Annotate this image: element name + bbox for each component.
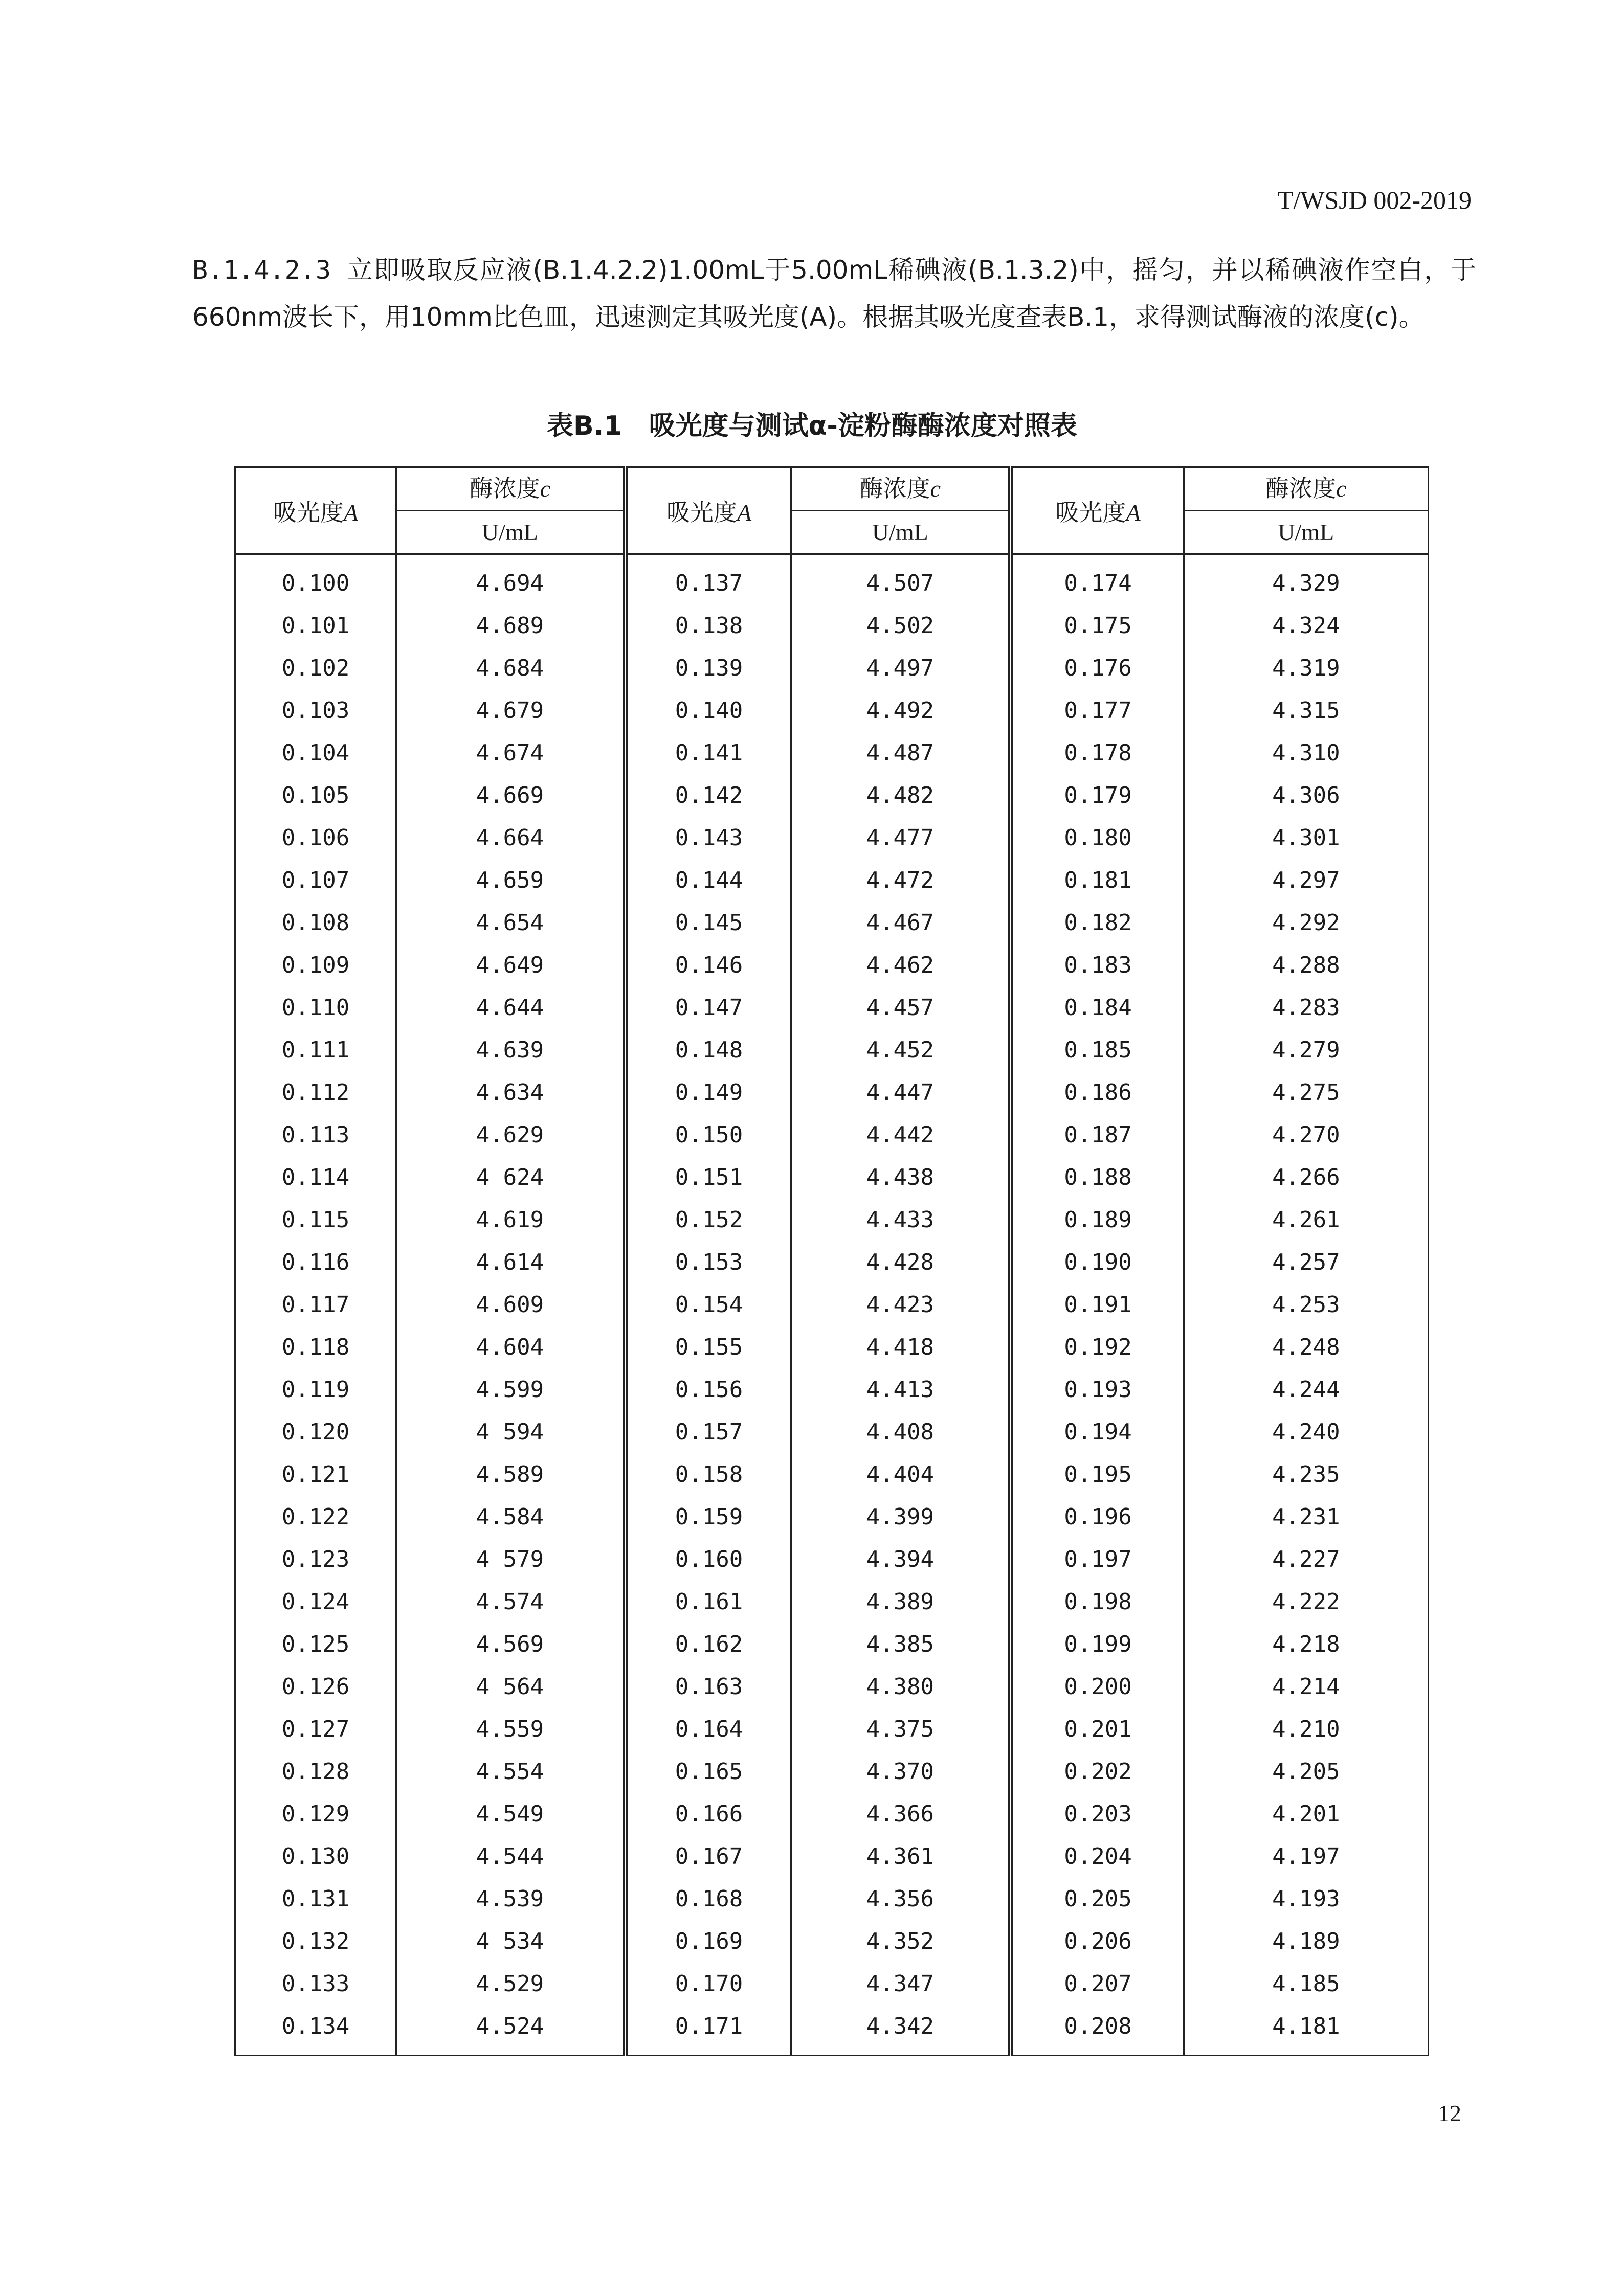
absorbance-cell: 0.101 [235, 604, 396, 647]
concentration-cell: 4.634 [396, 1071, 625, 1114]
absorbance-cell: 0.175 [1011, 604, 1184, 647]
absorbance-cell: 0.166 [625, 1793, 791, 1835]
absorbance-cell: 0.144 [625, 859, 791, 902]
concentration-cell: 4.356 [791, 1878, 1011, 1920]
absorbance-cell: 0.119 [235, 1368, 396, 1411]
concentration-cell: 4.297 [1184, 859, 1428, 902]
concentration-cell: 4.197 [1184, 1835, 1428, 1878]
absorbance-cell: 0.178 [1011, 732, 1184, 774]
absorbance-cell: 0.108 [235, 902, 396, 944]
absorbance-cell: 0.133 [235, 1963, 396, 2005]
concentration-cell: 4.253 [1184, 1284, 1428, 1326]
absorbance-cell: 0.143 [625, 817, 791, 859]
document-id: T/WSJD 002-2019 [1277, 186, 1472, 214]
absorbance-cell: 0.155 [625, 1326, 791, 1368]
table-row [235, 859, 1429, 902]
concentration-cell: 4.529 [396, 1963, 625, 2005]
concentration-cell: 4.664 [396, 817, 625, 859]
absorbance-concentration-table [234, 466, 1429, 2056]
absorbance-cell: 0.109 [235, 944, 396, 986]
concentration-cell: 4 564 [396, 1665, 625, 1708]
concentration-cell: 4 534 [396, 1920, 625, 1963]
concentration-cell: 4 594 [396, 1411, 625, 1453]
table-row [235, 1750, 1429, 1793]
absorbance-cell: 0.171 [625, 2005, 791, 2056]
absorbance-cell: 0.200 [1011, 1665, 1184, 1708]
concentration-cell: 4.394 [791, 1538, 1011, 1581]
absorbance-cell: 0.104 [235, 732, 396, 774]
concentration-cell: 4.306 [1184, 774, 1428, 817]
concentration-cell: 4.574 [396, 1581, 625, 1623]
concentration-cell: 4.684 [396, 647, 625, 689]
concentration-cell: 4.669 [396, 774, 625, 817]
concentration-cell: 4.244 [1184, 1368, 1428, 1411]
concentration-cell: 4.569 [396, 1623, 625, 1665]
absorbance-cell: 0.179 [1011, 774, 1184, 817]
table-row [235, 774, 1429, 817]
concentration-cell: 4.380 [791, 1665, 1011, 1708]
concentration-cell: 4.366 [791, 1793, 1011, 1835]
concentration-cell: 4.292 [1184, 902, 1428, 944]
absorbance-cell: 0.164 [625, 1708, 791, 1750]
concentration-cell: 4.457 [791, 986, 1011, 1029]
absorbance-cell: 0.169 [625, 1920, 791, 1963]
absorbance-cell: 0.195 [1011, 1453, 1184, 1496]
concentration-cell: 4.482 [791, 774, 1011, 817]
absorbance-cell: 0.111 [235, 1029, 396, 1071]
concentration-cell: 4.270 [1184, 1114, 1428, 1156]
absorbance-cell: 0.121 [235, 1453, 396, 1496]
absorbance-cell: 0.162 [625, 1623, 791, 1665]
absorbance-cell: 0.130 [235, 1835, 396, 1878]
concentration-cell: 4.544 [396, 1835, 625, 1878]
absorbance-cell: 0.113 [235, 1114, 396, 1156]
absorbance-cell: 0.148 [625, 1029, 791, 1071]
absorbance-cell: 0.190 [1011, 1241, 1184, 1284]
table-row [235, 1496, 1429, 1538]
absorbance-cell: 0.183 [1011, 944, 1184, 986]
absorbance-cell: 0.201 [1011, 1708, 1184, 1750]
absorbance-cell: 0.132 [235, 1920, 396, 1963]
absorbance-cell: 0.118 [235, 1326, 396, 1368]
absorbance-cell: 0.110 [235, 986, 396, 1029]
concentration-cell: 4.201 [1184, 1793, 1428, 1835]
table-row [235, 689, 1429, 732]
concentration-cell: 4.288 [1184, 944, 1428, 986]
absorbance-cell: 0.129 [235, 1793, 396, 1835]
table-row [235, 1199, 1429, 1241]
concentration-cell: 4.231 [1184, 1496, 1428, 1538]
concentration-cell: 4.472 [791, 859, 1011, 902]
absorbance-cell: 0.192 [1011, 1326, 1184, 1368]
absorbance-cell: 0.194 [1011, 1411, 1184, 1453]
absorbance-cell: 0.188 [1011, 1156, 1184, 1199]
concentration-cell: 4.433 [791, 1199, 1011, 1241]
header-concentration: 酶浓度c U/mL [1184, 467, 1428, 554]
concentration-cell: 4.319 [1184, 647, 1428, 689]
concentration-cell: 4.423 [791, 1284, 1011, 1326]
absorbance-cell: 0.115 [235, 1199, 396, 1241]
table-row [235, 1326, 1429, 1368]
table-row [235, 1029, 1429, 1071]
concentration-cell: 4.266 [1184, 1156, 1428, 1199]
concentration-cell: 4.235 [1184, 1453, 1428, 1496]
table-row [235, 986, 1429, 1029]
absorbance-cell: 0.170 [625, 1963, 791, 2005]
table-row [235, 1623, 1429, 1665]
concentration-cell: 4.452 [791, 1029, 1011, 1071]
concentration-cell: 4.539 [396, 1878, 625, 1920]
concentration-cell: 4.310 [1184, 732, 1428, 774]
absorbance-cell: 0.208 [1011, 2005, 1184, 2056]
absorbance-cell: 0.180 [1011, 817, 1184, 859]
table-row [235, 604, 1429, 647]
concentration-cell: 4.609 [396, 1284, 625, 1326]
concentration-cell: 4.649 [396, 944, 625, 986]
absorbance-cell: 0.158 [625, 1453, 791, 1496]
concentration-cell: 4.559 [396, 1708, 625, 1750]
absorbance-cell: 0.122 [235, 1496, 396, 1538]
absorbance-cell: 0.142 [625, 774, 791, 817]
table-row [235, 554, 1429, 605]
concentration-cell: 4.329 [1184, 554, 1428, 605]
concentration-cell: 4.375 [791, 1708, 1011, 1750]
absorbance-cell: 0.167 [625, 1835, 791, 1878]
concentration-cell: 4.524 [396, 2005, 625, 2056]
absorbance-cell: 0.189 [1011, 1199, 1184, 1241]
absorbance-cell: 0.105 [235, 774, 396, 817]
absorbance-cell: 0.160 [625, 1538, 791, 1581]
concentration-cell: 4.257 [1184, 1241, 1428, 1284]
absorbance-cell: 0.205 [1011, 1878, 1184, 1920]
absorbance-cell: 0.168 [625, 1878, 791, 1920]
concentration-cell: 4.210 [1184, 1708, 1428, 1750]
concentration-cell: 4.240 [1184, 1411, 1428, 1453]
absorbance-cell: 0.207 [1011, 1963, 1184, 2005]
absorbance-cell: 0.202 [1011, 1750, 1184, 1793]
table-caption: 表B.1 吸光度与测试α-淀粉酶酶浓度对照表 [547, 411, 1077, 441]
concentration-cell: 4.214 [1184, 1665, 1428, 1708]
absorbance-cell: 0.187 [1011, 1114, 1184, 1156]
header-concentration: 酶浓度c U/mL [396, 467, 625, 554]
table-row [235, 1665, 1429, 1708]
absorbance-cell: 0.191 [1011, 1284, 1184, 1326]
concentration-cell: 4.408 [791, 1411, 1011, 1453]
table-row [235, 1284, 1429, 1326]
concentration-cell: 4.654 [396, 902, 625, 944]
concentration-cell: 4.413 [791, 1368, 1011, 1411]
concentration-cell: 4.477 [791, 817, 1011, 859]
concentration-cell: 4.604 [396, 1326, 625, 1368]
concentration-cell: 4.418 [791, 1326, 1011, 1368]
absorbance-cell: 0.182 [1011, 902, 1184, 944]
absorbance-cell: 0.106 [235, 817, 396, 859]
absorbance-cell: 0.206 [1011, 1920, 1184, 1963]
absorbance-cell: 0.193 [1011, 1368, 1184, 1411]
concentration-cell: 4.248 [1184, 1326, 1428, 1368]
absorbance-cell: 0.116 [235, 1241, 396, 1284]
header-concentration: 酶浓度c U/mL [791, 467, 1011, 554]
absorbance-cell: 0.151 [625, 1156, 791, 1199]
concentration-cell: 4.342 [791, 2005, 1011, 2056]
concentration-cell: 4.347 [791, 1963, 1011, 2005]
absorbance-cell: 0.165 [625, 1750, 791, 1793]
absorbance-cell: 0.145 [625, 902, 791, 944]
concentration-cell: 4.674 [396, 732, 625, 774]
page-number: 12 [1438, 2100, 1461, 2126]
table-body [235, 554, 1429, 2056]
concentration-cell: 4.614 [396, 1241, 625, 1284]
table-row [235, 1114, 1429, 1156]
absorbance-cell: 0.177 [1011, 689, 1184, 732]
table-row [235, 1581, 1429, 1623]
concentration-cell: 4 579 [396, 1538, 625, 1581]
absorbance-cell: 0.184 [1011, 986, 1184, 1029]
absorbance-cell: 0.138 [625, 604, 791, 647]
concentration-cell: 4.352 [791, 1920, 1011, 1963]
concentration-cell: 4.222 [1184, 1581, 1428, 1623]
absorbance-cell: 0.114 [235, 1156, 396, 1199]
absorbance-cell: 0.197 [1011, 1538, 1184, 1581]
table-row [235, 902, 1429, 944]
concentration-cell: 4.619 [396, 1199, 625, 1241]
header-absorbance: 吸光度A [625, 467, 791, 554]
absorbance-cell: 0.204 [1011, 1835, 1184, 1878]
absorbance-cell: 0.185 [1011, 1029, 1184, 1071]
concentration-cell: 4.659 [396, 859, 625, 902]
absorbance-cell: 0.196 [1011, 1496, 1184, 1538]
absorbance-cell: 0.141 [625, 732, 791, 774]
concentration-cell: 4.462 [791, 944, 1011, 986]
absorbance-cell: 0.181 [1011, 859, 1184, 902]
concentration-cell: 4.315 [1184, 689, 1428, 732]
concentration-cell: 4.442 [791, 1114, 1011, 1156]
concentration-cell: 4.324 [1184, 604, 1428, 647]
concentration-cell: 4.679 [396, 689, 625, 732]
table-row [235, 1453, 1429, 1496]
concentration-cell: 4.447 [791, 1071, 1011, 1114]
concentration-cell: 4.599 [396, 1368, 625, 1411]
concentration-cell: 4.218 [1184, 1623, 1428, 1665]
table-header-row [235, 467, 1429, 554]
absorbance-cell: 0.163 [625, 1665, 791, 1708]
absorbance-cell: 0.199 [1011, 1623, 1184, 1665]
clause-number: B.1.4.2.3 [192, 255, 331, 285]
absorbance-cell: 0.112 [235, 1071, 396, 1114]
concentration-cell: 4.694 [396, 554, 625, 605]
concentration-cell: 4.181 [1184, 2005, 1428, 2056]
table-row [235, 1878, 1429, 1920]
concentration-cell: 4.492 [791, 689, 1011, 732]
concentration-cell: 4 624 [396, 1156, 625, 1199]
absorbance-cell: 0.102 [235, 647, 396, 689]
absorbance-cell: 0.154 [625, 1284, 791, 1326]
absorbance-cell: 0.186 [1011, 1071, 1184, 1114]
absorbance-cell: 0.137 [625, 554, 791, 605]
concentration-cell: 4.385 [791, 1623, 1011, 1665]
concentration-cell: 4.584 [396, 1496, 625, 1538]
absorbance-cell: 0.120 [235, 1411, 396, 1453]
concentration-cell: 4.370 [791, 1750, 1011, 1793]
absorbance-cell: 0.126 [235, 1665, 396, 1708]
concentration-cell: 4.554 [396, 1750, 625, 1793]
table-row [235, 1793, 1429, 1835]
concentration-cell: 4.261 [1184, 1199, 1428, 1241]
table-row [235, 817, 1429, 859]
table-row [235, 732, 1429, 774]
absorbance-cell: 0.157 [625, 1411, 791, 1453]
absorbance-cell: 0.140 [625, 689, 791, 732]
concentration-cell: 4.629 [396, 1114, 625, 1156]
absorbance-cell: 0.152 [625, 1199, 791, 1241]
table-row [235, 1835, 1429, 1878]
concentration-cell: 4.301 [1184, 817, 1428, 859]
absorbance-cell: 0.174 [1011, 554, 1184, 605]
absorbance-cell: 0.146 [625, 944, 791, 986]
table-row [235, 1708, 1429, 1750]
concentration-cell: 4.227 [1184, 1538, 1428, 1581]
table-row [235, 1963, 1429, 2005]
absorbance-cell: 0.127 [235, 1708, 396, 1750]
concentration-cell: 4.467 [791, 902, 1011, 944]
concentration-cell: 4.185 [1184, 1963, 1428, 2005]
table-row [235, 1241, 1429, 1284]
absorbance-cell: 0.149 [625, 1071, 791, 1114]
concentration-cell: 4.502 [791, 604, 1011, 647]
table-row [235, 1411, 1429, 1453]
absorbance-cell: 0.150 [625, 1114, 791, 1156]
concentration-cell: 4.193 [1184, 1878, 1428, 1920]
table-row [235, 944, 1429, 986]
concentration-cell: 4.275 [1184, 1071, 1428, 1114]
concentration-cell: 4.428 [791, 1241, 1011, 1284]
absorbance-cell: 0.198 [1011, 1581, 1184, 1623]
concentration-cell: 4.497 [791, 647, 1011, 689]
table-row [235, 1071, 1429, 1114]
header-absorbance: 吸光度A [235, 467, 396, 554]
concentration-cell: 4.549 [396, 1793, 625, 1835]
concentration-cell: 4.639 [396, 1029, 625, 1071]
paragraph-text: 立即吸取反应液(B.1.4.2.2)1.00mL于5.00mL稀碘液(B.1.3.2)中，摇匀，并以稀碘液作空白，于660nm波长下，用10mm比色皿，迅速测定其吸光度(A)。根据其吸光度查表B.1，求得测试酶液的浓度(c)。 [192, 255, 1476, 332]
table-row [235, 2005, 1429, 2056]
concentration-cell: 4.279 [1184, 1029, 1428, 1071]
table-row [235, 647, 1429, 689]
absorbance-cell: 0.103 [235, 689, 396, 732]
absorbance-cell: 0.176 [1011, 647, 1184, 689]
concentration-cell: 4.189 [1184, 1920, 1428, 1963]
paragraph-b1423 [192, 246, 1476, 341]
absorbance-cell: 0.100 [235, 554, 396, 605]
concentration-cell: 4.361 [791, 1835, 1011, 1878]
concentration-cell: 4.438 [791, 1156, 1011, 1199]
table-row [235, 1156, 1429, 1199]
concentration-cell: 4.689 [396, 604, 625, 647]
concentration-cell: 4.399 [791, 1496, 1011, 1538]
absorbance-cell: 0.139 [625, 647, 791, 689]
header-absorbance: 吸光度A [1011, 467, 1184, 554]
absorbance-cell: 0.125 [235, 1623, 396, 1665]
absorbance-cell: 0.156 [625, 1368, 791, 1411]
absorbance-cell: 0.134 [235, 2005, 396, 2056]
absorbance-cell: 0.161 [625, 1581, 791, 1623]
absorbance-cell: 0.124 [235, 1581, 396, 1623]
absorbance-cell: 0.203 [1011, 1793, 1184, 1835]
absorbance-cell: 0.147 [625, 986, 791, 1029]
absorbance-cell: 0.131 [235, 1878, 396, 1920]
absorbance-cell: 0.128 [235, 1750, 396, 1793]
absorbance-cell: 0.123 [235, 1538, 396, 1581]
table-row [235, 1538, 1429, 1581]
table-row [235, 1368, 1429, 1411]
concentration-cell: 4.389 [791, 1581, 1011, 1623]
absorbance-cell: 0.117 [235, 1284, 396, 1326]
concentration-cell: 4.589 [396, 1453, 625, 1496]
absorbance-cell: 0.159 [625, 1496, 791, 1538]
concentration-cell: 4.507 [791, 554, 1011, 605]
concentration-cell: 4.644 [396, 986, 625, 1029]
concentration-cell: 4.205 [1184, 1750, 1428, 1793]
concentration-cell: 4.487 [791, 732, 1011, 774]
absorbance-cell: 0.153 [625, 1241, 791, 1284]
absorbance-cell: 0.107 [235, 859, 396, 902]
concentration-cell: 4.404 [791, 1453, 1011, 1496]
table-row [235, 1920, 1429, 1963]
concentration-cell: 4.283 [1184, 986, 1428, 1029]
